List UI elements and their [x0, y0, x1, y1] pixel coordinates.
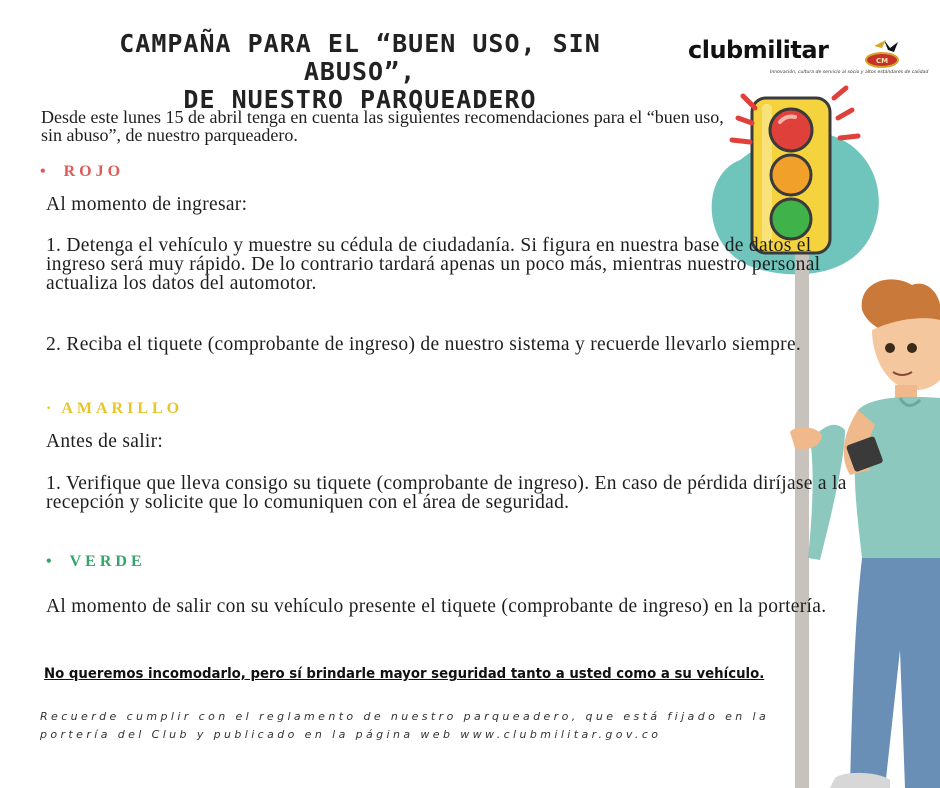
- logo-badge-text: CM: [875, 57, 889, 65]
- rojo-subheading: Al momento de ingresar:: [46, 194, 248, 215]
- closing-statement: No queremos incomodarlo, pero sí brindarle mayor seguridad tanto a usted como a su vehículo.: [44, 666, 765, 682]
- amarillo-item-1: 1. Verifique que lleva consigo su tiquete (comprobante de ingreso). En caso de pérdida diríjase a la recepción y solicite que lo comuniquen con el área de seguridad.: [46, 473, 847, 513]
- amarillo-subheading: Antes de salir:: [46, 431, 164, 452]
- logo-wordmark: clubmilitar: [688, 36, 829, 64]
- section-heading-verde: [46, 553, 146, 571]
- footer-note: Recuerde cumplir con el reglamento de nuestro parqueadero, que está fijado en la portería del Club y publicado en la página web www.clubmilitar.gov.co: [40, 710, 770, 741]
- rojo-item-2: 2. Reciba el tiquete (comprobante de ingreso) de nuestro sistema y recuerde llevarlo siempre.: [46, 334, 802, 355]
- title-line-2: DE NUESTRO PARQUEADERO: [183, 85, 537, 114]
- bullet-amarillo: ·: [46, 400, 52, 417]
- rojo-item-1: 1. Detenga el vehículo y muestre su cédula de ciudadanía. Si figura en nuestra base de datos el ingreso será muy rápido. De lo contrario tardará apenas un poco más, mientras nuestro personal actualiza los datos del automotor.: [46, 235, 821, 294]
- heading-amarillo-label: AMARILLO: [61, 400, 184, 417]
- bullet-rojo: •: [40, 163, 46, 180]
- heading-verde-label: VERDE: [69, 553, 146, 570]
- club-logo: [688, 30, 929, 80]
- person-with-phone-illustration: [790, 279, 940, 788]
- page-title: [60, 30, 660, 114]
- heading-rojo-label: ROJO: [63, 163, 125, 180]
- logo-badge-icon: [860, 38, 904, 70]
- title-line-1: CAMPAÑA PARA EL “BUEN USO, SIN ABUSO”,: [119, 29, 601, 86]
- section-heading-amarillo: [46, 400, 183, 418]
- intro-paragraph: Desde este lunes 15 de abril tenga en cuenta las siguientes recomendaciones para el “buen uso, sin abuso”, de nuestro parqueadero.: [41, 107, 724, 145]
- section-heading-rojo: [40, 163, 124, 181]
- bullet-verde: •: [46, 553, 52, 570]
- traffic-light-pole: [795, 240, 809, 788]
- verde-text: Al momento de salir con su vehículo presente el tiquete (comprobante de ingreso) en la portería.: [46, 596, 827, 617]
- logo-tagline: Innovación, cultura de servicio al socio y altos estándares de calidad: [770, 70, 929, 75]
